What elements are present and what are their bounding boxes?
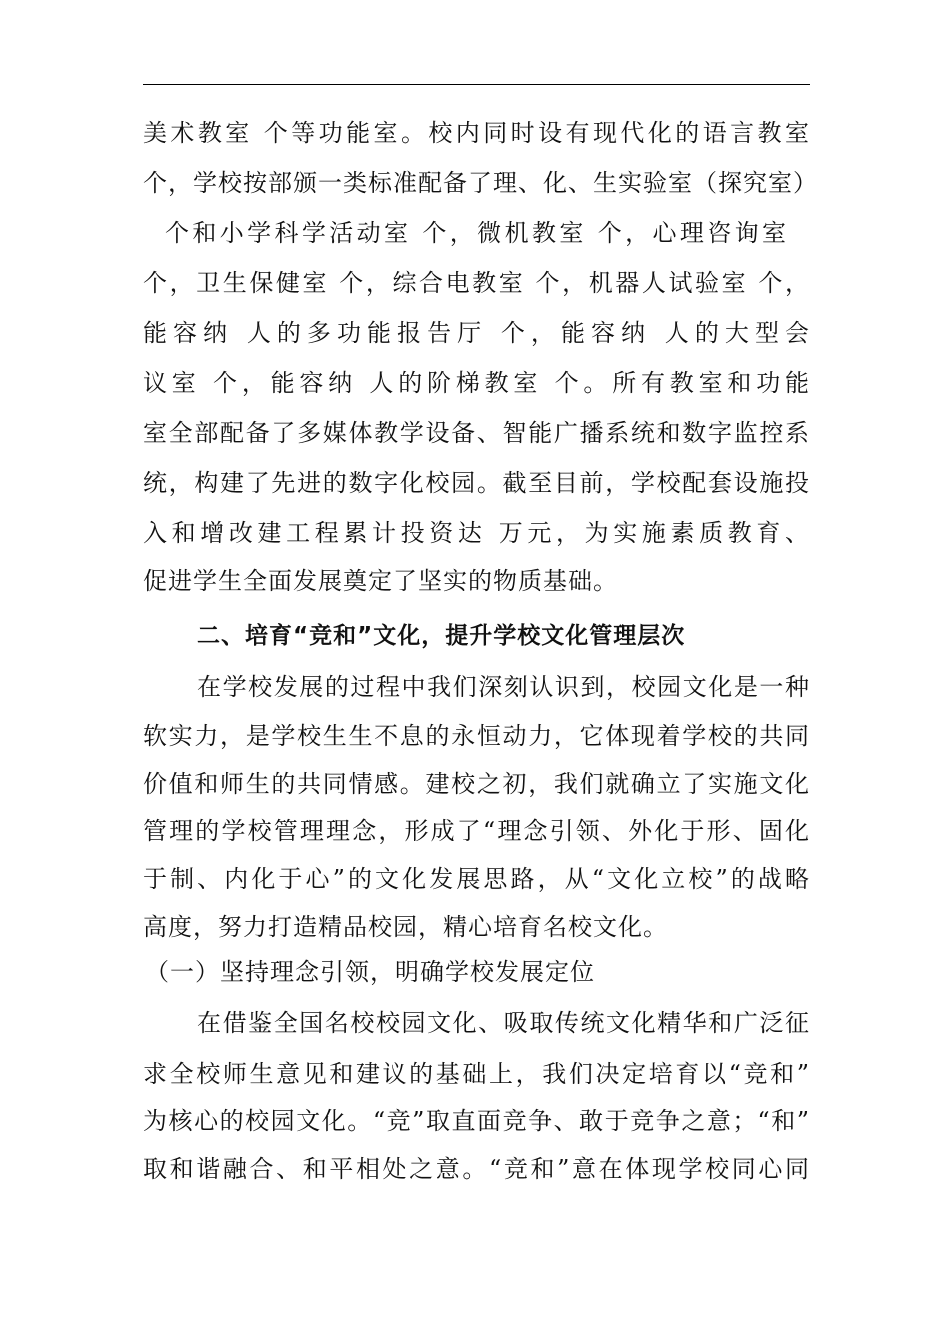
text-line: 个和小学科学活动室 个，微机教室 个，心理咨询室 [165, 219, 787, 247]
text-line: 价值和师生的共同情感。建校之初，我们就确立了实施文化 [143, 770, 810, 798]
text-line: 室全部配备了多媒体教学设备、智能广播系统和数字监控系 [143, 419, 810, 447]
text-line: 软实力，是学校生生不息的永恒动力，它体现着学校的共同 [143, 722, 810, 750]
text-line: 高度，努力打造精品校园，精心培育名校文化。 [143, 913, 668, 941]
text-line: 统，构建了先进的数字化校园。截至目前，学校配套设施投 [143, 469, 810, 497]
paragraph-first-line: 在学校发展的过程中我们深刻认识到，校园文化是一种 [197, 673, 810, 701]
text-line: 能容纳 人的多功能报告厅 个，能容纳 人的大型会 [143, 319, 810, 347]
paragraph-first-line: 在借鉴全国名校校园文化、吸取传统文化精华和广泛征 [197, 1009, 810, 1037]
text-line: 管理的学校管理理念，形成了“理念引领、外化于形、固化 [143, 817, 810, 845]
text-line: 求全校师生意见和建议的基础上，我们决定培育以“竞和” [143, 1060, 810, 1088]
text-line: 个，学校按部颁一类标准配备了理、化、生实验室（探究室） [143, 169, 818, 197]
text-line: 美术教室 个等功能室。校内同时设有现代化的语言教室 [143, 119, 810, 147]
subsection-heading: （一）坚持理念引领，明确学校发展定位 [145, 958, 595, 986]
text-line: 于制、内化于心”的文化发展思路，从“文化立校”的战略 [143, 865, 810, 893]
text-line: 促进学生全面发展奠定了坚实的物质基础。 [143, 567, 618, 595]
section-heading: 二、培育“竞和”文化，提升学校文化管理层次 [197, 623, 686, 649]
text-line: 取和谐融合、和平相处之意。“竞和”意在体现学校同心同 [143, 1155, 810, 1183]
text-line: 入和增改建工程累计投资达 万元，为实施素质教育、 [143, 519, 810, 547]
text-line: 为核心的校园文化。“竞”取直面竞争、敢于竞争之意；“和” [143, 1107, 810, 1135]
header-rule [143, 84, 810, 85]
text-line: 个，卫生保健室 个，综合电教室 个，机器人试验室 个， [143, 269, 810, 297]
text-line: 议室 个，能容纳 人的阶梯教室 个。所有教室和功能 [143, 369, 810, 397]
